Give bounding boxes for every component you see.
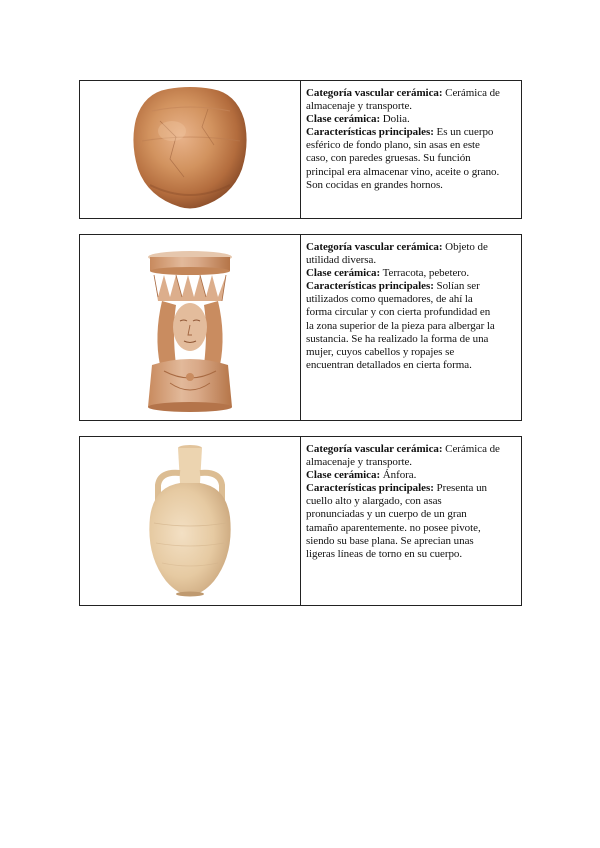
features-line — [306, 280, 517, 293]
class-label: Clase cerámica: — [306, 113, 381, 126]
class-value: Ánfora. — [380, 469, 417, 482]
class-line — [306, 113, 517, 126]
image-cell — [80, 81, 301, 218]
features-text-line: pronunciadas y un cuerpo de un gran — [306, 508, 467, 521]
features-label: Características principales: — [306, 126, 434, 139]
features-text-line: mujer, cuyos cabellos y ropajes se — [306, 345, 455, 358]
category-value: Objeto de — [442, 241, 488, 253]
features-line — [306, 126, 517, 139]
class-line — [306, 469, 517, 482]
features-line — [306, 482, 517, 495]
features-text-line: esférico de fondo plano, sin asas en este — [306, 139, 480, 152]
ceramic-card-amphora — [79, 436, 522, 606]
features-text-line: sustancia. Se ha realizado la forma de una — [306, 332, 489, 345]
category-value-continued: utilidad diversa. — [306, 254, 377, 267]
class-line — [306, 267, 517, 280]
dolia-jar-image — [80, 81, 300, 218]
features-text-line: siendo su base plana. Se aprecian unas — [306, 534, 474, 547]
features-text-line: principal era almacenar vino, aceite o grano. — [306, 165, 500, 178]
category-value: Cerámica de — [442, 87, 500, 99]
features-text-line: forma circular y con cierta profundidad en — [306, 306, 491, 319]
features-text-line: utilizados como quemadores, de ahí la — [306, 293, 473, 306]
category-label: Categoría vascular cerámica: — [306, 443, 443, 455]
category-line — [306, 443, 517, 456]
class-value: Terracota, pebetero. — [380, 267, 470, 280]
category-label: Categoría vascular cerámica: — [306, 87, 443, 99]
category-value-continued: almacenaje y transporte. — [306, 456, 412, 469]
amphora-image — [80, 437, 300, 605]
features-value: Presenta un — [433, 482, 487, 495]
features-label: Características principales: — [306, 280, 434, 293]
description-cell — [302, 437, 521, 605]
features-text-line: caso, con paredes gruesas. Su función — [306, 152, 471, 165]
class-value: Dolia. — [380, 113, 410, 126]
features-value: Solían ser — [433, 280, 480, 293]
features-text-line: la zona superior de la pieza para albergar la — [306, 319, 495, 332]
features-text-line: cuello alto y alargado, con asas — [306, 495, 442, 508]
description-cell — [302, 81, 521, 218]
pebetero-bust-image — [80, 235, 300, 420]
image-cell — [80, 235, 301, 420]
ceramic-card-dolia — [79, 80, 522, 219]
category-label: Categoría vascular cerámica: — [306, 241, 443, 253]
ceramic-card-pebetero — [79, 234, 522, 421]
description-cell — [302, 235, 521, 420]
features-text-line: Son cocidas en grandes hornos. — [306, 178, 443, 191]
features-label: Características principales: — [306, 482, 434, 495]
category-line — [306, 241, 517, 254]
features-value: Es un cuerpo — [433, 126, 494, 139]
category-value: Cerámica de — [442, 443, 500, 455]
class-label: Clase cerámica: — [306, 469, 381, 482]
category-value-continued: almacenaje y transporte. — [306, 100, 412, 113]
class-label: Clase cerámica: — [306, 267, 381, 280]
features-text-line: encuentran detallados en cierta forma. — [306, 358, 472, 371]
image-cell — [80, 437, 301, 605]
category-line — [306, 87, 517, 100]
features-text-line: tamaño aparentemente. no posee pivote, — [306, 521, 481, 534]
features-text-line: ligeras líneas de torno en su cuerpo. — [306, 547, 463, 560]
